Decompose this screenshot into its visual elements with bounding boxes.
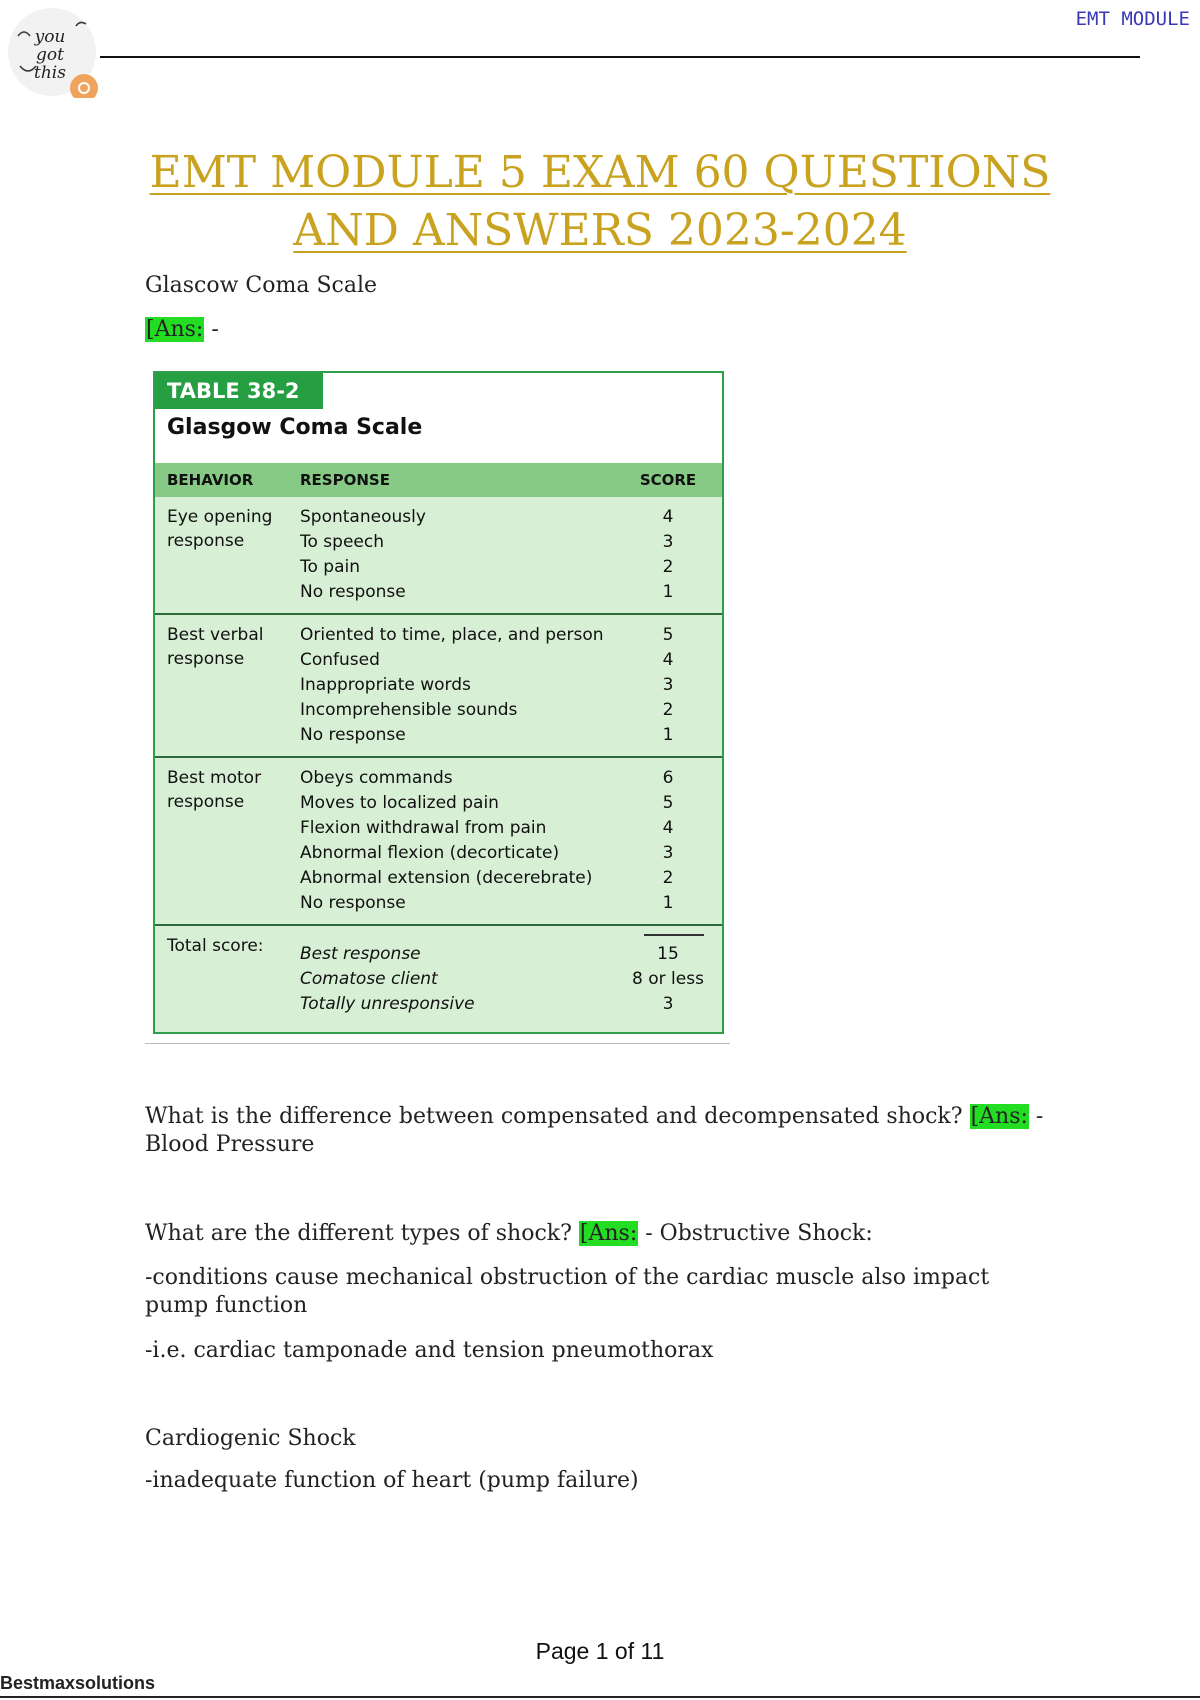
column-response: RESPONSE — [300, 471, 390, 489]
logo-lettering: you got this — [34, 27, 66, 83]
behavior-label: Best motor response — [167, 768, 262, 812]
table-row: Oriented to time, place, and person 5 — [300, 625, 674, 645]
table-row: To speech 3 — [300, 532, 674, 552]
table-row: Obeys commands 6 — [300, 768, 674, 788]
page-title — [100, 144, 1100, 260]
question-glasgow: Glascow Coma Scale — [145, 273, 378, 298]
title-line-1: EMT MODULE 5 EXAM 60 QUESTIONS — [149, 147, 1051, 198]
glasgow-coma-scale-table — [153, 371, 724, 1034]
table-row: Totally unresponsive 3 — [300, 994, 674, 1014]
table-bottom-rule — [145, 1043, 730, 1044]
table-row: Flexion withdrawal from pain 4 — [300, 818, 674, 838]
question-shock-difference: What is the difference between compensated and decompensated shock? [Ans: - Blood Pressure — [145, 1104, 1044, 1157]
table-row: Abnormal extension (decerebrate) 2 — [300, 868, 674, 888]
table-row: Abnormal flexion (decorticate) 3 — [300, 843, 674, 863]
table-column-header — [155, 463, 722, 497]
question-shock-types: What are the different types of shock? [Ans: - Obstructive Shock: — [145, 1221, 873, 1246]
behavior-label: Eye opening response — [167, 507, 273, 551]
answer-marker: [Ans: — [970, 1104, 1028, 1129]
column-behavior: BEHAVIOR — [167, 471, 254, 489]
table-title: Glasgow Coma Scale — [167, 415, 423, 440]
answer-line: -i.e. cardiac tamponade and tension pneumothorax — [145, 1338, 714, 1363]
table-row: No response 1 — [300, 893, 674, 913]
table-row: Spontaneously 4 — [300, 507, 674, 527]
table-row: Moves to localized pain 5 — [300, 793, 674, 813]
table-row: No response 1 — [300, 725, 674, 745]
table-row: Best response 15 — [300, 944, 679, 964]
answer-marker: [Ans: — [146, 317, 204, 342]
answer-suffix: - — [204, 317, 219, 342]
logo — [6, 6, 98, 98]
answer-line: -inadequate function of heart (pump failure) — [145, 1468, 639, 1493]
total-divider — [644, 934, 704, 936]
title-line-2: AND ANSWERS 2023-2024 — [293, 205, 907, 256]
column-score: SCORE — [639, 471, 697, 489]
table-number: TABLE 38-2 — [155, 373, 323, 409]
table-row: No response 1 — [300, 582, 674, 602]
footer-brand: Bestmaxsolutions — [0, 1673, 156, 1693]
table-row: To pain 2 — [300, 557, 674, 577]
table-row: Confused 4 — [300, 650, 674, 670]
answer-marker: [Ans: — [579, 1221, 638, 1246]
header-label: EMT MODULE — [1075, 8, 1190, 30]
table-row: Inappropriate words 3 — [300, 675, 674, 695]
footer-divider — [0, 1696, 1200, 1698]
sub-heading-cardiogenic: Cardiogenic Shock — [145, 1426, 356, 1451]
table-row: Incomprehensible sounds 2 — [300, 700, 674, 720]
page-number: Page 1 of 11 — [535, 1638, 665, 1664]
behavior-label: Best verbal response — [167, 625, 264, 669]
answer-text: Blood Pressure — [145, 1132, 315, 1157]
table-header — [155, 373, 722, 463]
total-score-label: Total score: — [167, 936, 264, 956]
group-motor — [155, 758, 722, 926]
header-divider — [100, 56, 1140, 58]
group-verbal — [155, 615, 722, 758]
group-total-score — [155, 926, 722, 1025]
answer-glasgow — [145, 316, 1045, 344]
group-eye-opening — [155, 497, 722, 615]
answer-line: -conditions cause mechanical obstruction of the cardiac muscle also impact pump function — [145, 1265, 990, 1318]
table-row: Comatose client 8 or less — [300, 969, 704, 989]
